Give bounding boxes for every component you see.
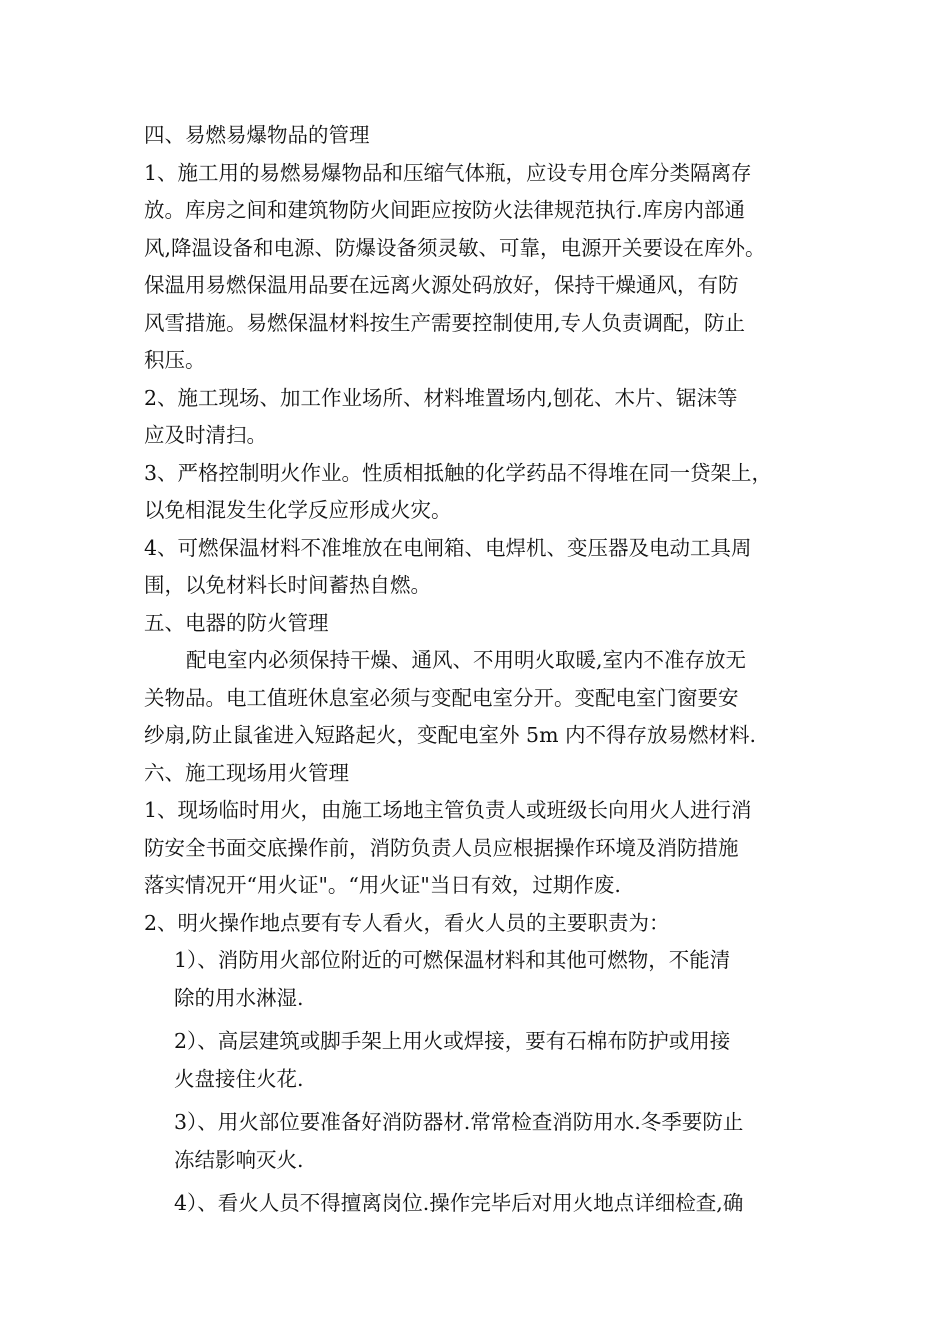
paragraph-line: 应及时清扫。 xyxy=(144,423,267,447)
section-4-item-2 xyxy=(144,380,816,455)
section-5-paragraph xyxy=(144,642,816,755)
paragraph-line: 1）、消防用火部位附近的可燃保温材料和其他可燃物，不能清 xyxy=(174,948,731,972)
paragraph-line: 保温用易燃保温用品要在远离火源处码放好，保持干燥通风，有防 xyxy=(144,273,739,297)
section-6-sub-3 xyxy=(144,1104,816,1179)
paragraph-line: 风雪措施。易燃保温材料按生产需要控制使用,专人负责调配，防止 xyxy=(144,310,746,335)
section-5-heading: 五、电器的防火管理 xyxy=(144,610,329,635)
paragraph-line: 火盘接住火花. xyxy=(174,1066,304,1091)
section-6-sub-2 xyxy=(144,1023,816,1098)
paragraph-line: 除的用水淋湿. xyxy=(174,985,304,1010)
paragraph-line: 关物品。电工值班休息室必须与变配电室分开。变配电室门窗要安 xyxy=(144,685,739,710)
section-4-item-4 xyxy=(144,530,816,605)
document-page xyxy=(144,117,816,1223)
section-4-heading: 四、易燃易爆物品的管理 xyxy=(144,123,370,147)
paragraph-line: 积压。 xyxy=(144,348,206,372)
paragraph-line: 防安全书面交底操作前，消防负责人员应根据操作环境及消防措施 xyxy=(144,835,739,860)
paragraph-line: 1、施工用的易燃易爆物品和压缩气体瓶，应设专用仓库分类隔离存 xyxy=(144,160,752,185)
section-6-item-2 xyxy=(144,905,816,943)
paragraph-line: 2）、高层建筑或脚手架上用火或焊接，要有石棉布防护或用接 xyxy=(174,1029,731,1053)
section-4-item-3 xyxy=(144,455,816,530)
paragraph-line: 冻结影响灭火. xyxy=(174,1147,304,1172)
paragraph-line: 围，以免材料长时间蓄热自燃。 xyxy=(144,573,431,597)
section-6-heading: 六、施工现场用火管理 xyxy=(144,760,349,785)
paragraph-line: 放。库房之间和建筑物防火间距应按防火法律规范执行.库房内部通 xyxy=(144,198,746,222)
paragraph-line: 配电室内必须保持干燥、通风、不用明火取暖,室内不准存放无 xyxy=(186,648,747,672)
paragraph-line: 1、现场临时用火，由施工场地主管负责人或班级长向用火人进行消 xyxy=(144,798,752,822)
paragraph-line: 2、施工现场、加工作业场所、材料堆置场内,刨花、木片、锯沫等 xyxy=(144,385,738,410)
paragraph-line: 纱扇,防止鼠雀进入短路起火，变配电室外 5m 内不得存放易燃材料. xyxy=(144,723,757,747)
paragraph-line: 落实情况开“用火证"。“用火证"当日有效，过期作废. xyxy=(144,873,621,897)
paragraph-line: 以免相混发生化学反应形成火灾。 xyxy=(144,498,452,522)
paragraph-line: 风,降温设备和电源、防爆设备须灵敏、可靠，电源开关要设在库外。 xyxy=(144,235,766,260)
section-4-item-1 xyxy=(144,155,816,380)
paragraph-line: 4）、看火人员不得擅离岗位.操作完毕后对用火地点详细检查,确 xyxy=(174,1191,744,1215)
section-6-sub-1 xyxy=(144,942,816,1017)
paragraph-line: 3）、用火部位要准备好消防器材.常常检查消防用水.冬季要防止 xyxy=(174,1110,744,1134)
paragraph-line: 4、可燃保温材料不准堆放在电闸箱、电焊机、变压器及电动工具周 xyxy=(144,535,752,560)
paragraph-line: 2、明火操作地点要有专人看火，看火人员的主要职责为： xyxy=(144,910,670,935)
paragraph-line: 3、严格控制明火作业。性质相抵触的化学药品不得堆在同一贷架上， xyxy=(144,460,773,485)
section-6-sub-4 xyxy=(144,1185,816,1223)
section-6-item-1 xyxy=(144,792,816,905)
